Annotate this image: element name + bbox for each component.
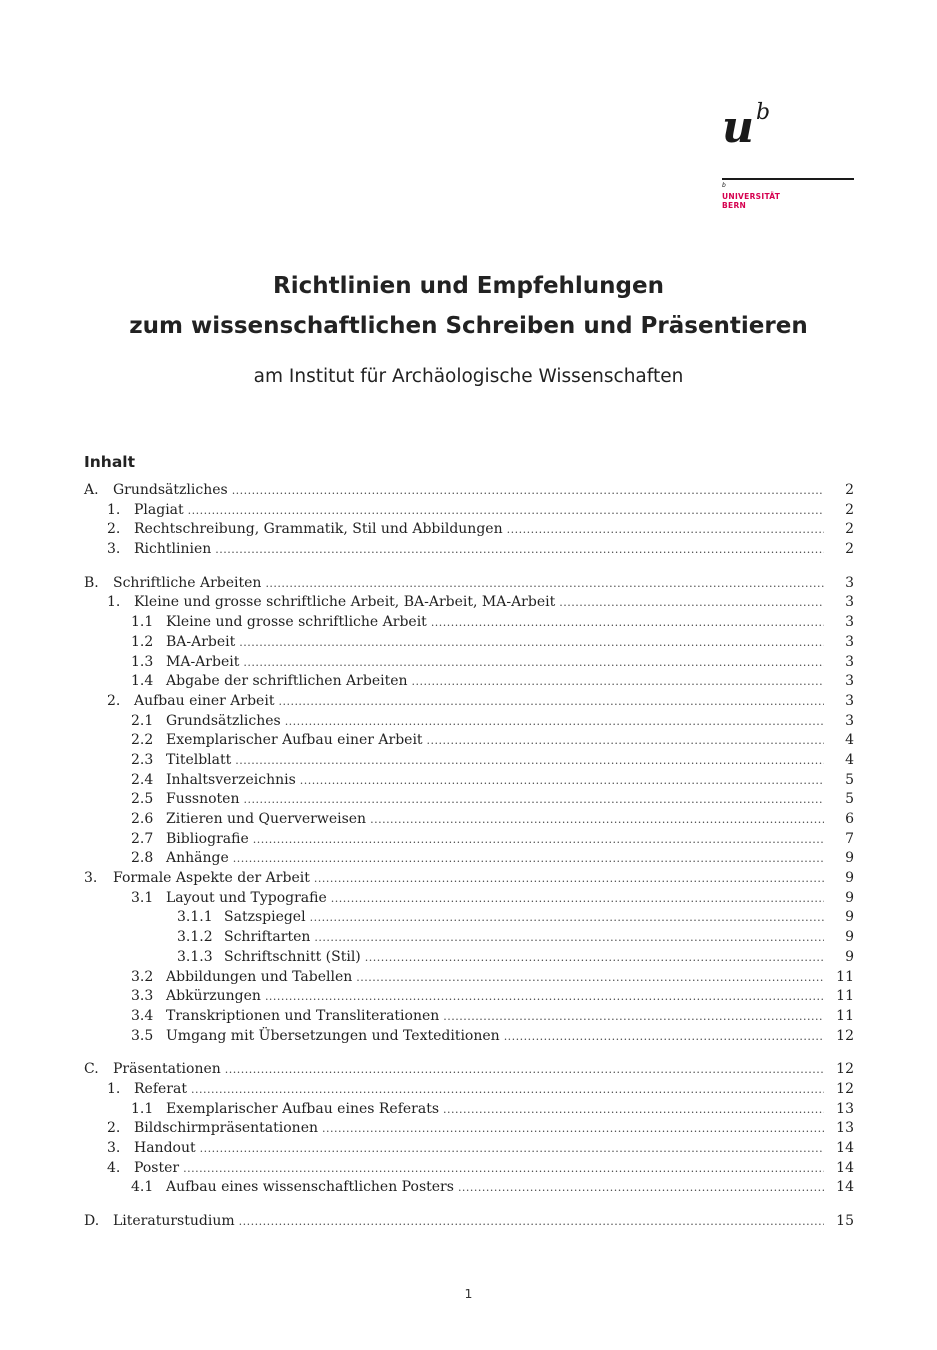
toc-entry[interactable] xyxy=(84,1159,854,1179)
toc-entry-page: 3 xyxy=(845,574,854,591)
toc-entry-number: 2. xyxy=(107,1120,121,1137)
toc-entry-label: Rechtschreibung, Grammatik, Stil und Abbildungen xyxy=(134,521,503,538)
toc-entry-page: 3 xyxy=(845,614,854,631)
toc-entry-label: Schriftarten xyxy=(224,929,311,946)
toc-entry-number: 3. xyxy=(107,1140,121,1156)
toc-entry-label: Richtlinien xyxy=(134,541,212,558)
toc-dot-leader xyxy=(235,751,824,771)
toc-entry[interactable] xyxy=(84,1119,854,1139)
toc-entry-number: 3.3 xyxy=(131,988,154,1005)
toc-entry[interactable] xyxy=(84,908,854,928)
toc-entry-page: 2 xyxy=(845,521,854,538)
logo-line-bern: BERN xyxy=(722,201,747,210)
toc-entry-page: 11 xyxy=(836,1007,854,1024)
toc-entry[interactable] xyxy=(84,928,854,948)
toc-dot-leader xyxy=(427,731,824,751)
document-subtitle: am Institut für Archäologische Wissenschaften xyxy=(253,366,684,387)
toc-entry[interactable] xyxy=(84,830,854,850)
toc-entry-label: Formale Aspekte der Arbeit xyxy=(113,870,310,887)
toc-entry-number: 4. xyxy=(107,1159,121,1176)
toc-dot-leader xyxy=(559,593,824,613)
toc-dot-leader xyxy=(443,1007,824,1027)
toc-entry-page: 2 xyxy=(845,501,854,518)
toc-entry-label: BA-Arbeit xyxy=(166,633,236,650)
toc-entry[interactable] xyxy=(84,731,854,751)
toc-entry-label: Exemplarischer Aufbau eines Referats xyxy=(166,1100,440,1117)
toc-entry-page: 11 xyxy=(836,968,854,985)
toc-entry[interactable] xyxy=(84,672,854,692)
toc-entry[interactable] xyxy=(84,540,854,560)
toc-entry-number: 3.1.1 xyxy=(177,909,213,926)
toc-entry-page: 5 xyxy=(845,771,854,788)
toc-entry-label: Schriftliche Arbeiten xyxy=(113,574,262,591)
toc-dot-leader xyxy=(265,574,824,594)
toc-entry-number: 2.8 xyxy=(131,850,154,867)
toc-entry-number: 2.2 xyxy=(131,732,154,749)
toc-entry-number: 1.1 xyxy=(131,1100,154,1117)
toc-entry-page: 9 xyxy=(845,870,854,887)
toc-entry-number: 3. xyxy=(84,870,98,887)
toc-entry[interactable] xyxy=(84,1007,854,1027)
toc-entry-page: 2 xyxy=(845,541,854,558)
toc-entry[interactable] xyxy=(84,790,854,810)
toc-dot-leader xyxy=(225,1060,824,1080)
toc-entry-number: A. xyxy=(84,482,99,498)
toc-entry-page: 15 xyxy=(836,1213,854,1230)
toc-entry-number: 2.4 xyxy=(131,771,154,788)
toc-dot-leader xyxy=(458,1178,824,1198)
toc-entry-number: 2.7 xyxy=(131,830,154,847)
toc-entry-label: Kleine und grosse schriftliche Arbeit, BA-Arbeit, MA-Arbeit xyxy=(134,594,556,611)
toc-entry-page: 12 xyxy=(836,1080,854,1097)
logo-small-b: b xyxy=(722,182,726,189)
toc-entry-label: Aufbau einer Arbeit xyxy=(134,692,275,709)
toc-entry[interactable] xyxy=(84,751,854,771)
toc-entry-page: 14 xyxy=(836,1179,854,1196)
document-title-line2: zum wissenschaftlichen Schreiben und Präsentieren xyxy=(129,313,808,339)
toc-entry-page: 3 xyxy=(845,712,854,729)
toc-entry-number: 1.4 xyxy=(131,673,154,690)
toc-entry-label: Fussnoten xyxy=(166,791,240,808)
toc-dot-leader xyxy=(331,889,824,909)
toc-entry-label: MA-Arbeit xyxy=(166,653,240,670)
toc-entry-number: 1.3 xyxy=(131,653,154,670)
toc-entry[interactable] xyxy=(84,520,854,540)
toc-entry-label: Exemplarischer Aufbau einer Arbeit xyxy=(166,732,423,749)
toc-entry-number: 1. xyxy=(107,1080,121,1097)
toc-entry-number: 2.6 xyxy=(131,811,154,827)
logo-mark xyxy=(722,100,854,158)
toc-dot-leader xyxy=(431,613,824,633)
toc-entry[interactable] xyxy=(84,613,854,633)
toc-entry[interactable] xyxy=(84,712,854,732)
toc-entry[interactable] xyxy=(84,1060,854,1080)
toc-entry-page: 9 xyxy=(845,889,854,906)
toc-entry-label: Literaturstudium xyxy=(113,1213,235,1230)
toc-entry[interactable] xyxy=(84,481,854,501)
toc-entry-page: 3 xyxy=(845,673,854,690)
toc-entry-number: 2.5 xyxy=(131,791,154,808)
toc-dot-leader xyxy=(265,987,824,1007)
toc-entry-label: Inhaltsverzeichnis xyxy=(166,771,296,788)
toc-entry-label: Bibliografie xyxy=(166,830,249,847)
toc-dot-leader xyxy=(314,928,824,948)
logo-line-universitaet: UNIVERSITÄT xyxy=(722,192,781,201)
toc-entry-page: 9 xyxy=(845,948,854,965)
toc-entry-label: Anhänge xyxy=(166,850,229,867)
toc-entry-number: 3.2 xyxy=(131,968,154,985)
toc-entry-number: D. xyxy=(84,1213,100,1230)
toc-entry-page: 6 xyxy=(845,811,854,827)
toc-entry-label: Zitieren und Querverweisen xyxy=(166,811,367,827)
university-logo xyxy=(722,100,854,210)
toc-entry-label: Abkürzungen xyxy=(166,988,261,1005)
toc-entry[interactable] xyxy=(84,948,854,968)
toc-entry-label: Plagiat xyxy=(134,501,184,518)
toc-dot-leader xyxy=(233,849,824,869)
toc-entry-label: Präsentationen xyxy=(113,1061,221,1078)
toc-heading: Inhalt xyxy=(84,453,136,471)
toc-entry-page: 7 xyxy=(845,830,854,847)
toc-entry-label: Schriftschnitt (Stil) xyxy=(224,948,361,965)
toc-entry-page: 14 xyxy=(836,1159,854,1176)
document-title-line1: Richtlinien und Empfehlungen xyxy=(272,273,664,299)
toc-entry-page: 4 xyxy=(845,751,854,768)
toc-entry-number: 3.1.3 xyxy=(177,948,213,965)
toc-entry-number: 1.1 xyxy=(131,614,154,631)
toc-entry-page: 2 xyxy=(845,482,854,498)
toc-entry-label: Satzspiegel xyxy=(224,909,306,926)
toc-entry-label: Layout und Typografie xyxy=(166,889,327,906)
toc-entry-number: 4.1 xyxy=(131,1179,154,1196)
toc-entry-number: 3.1 xyxy=(131,889,154,906)
toc-dot-leader xyxy=(300,771,824,791)
toc-entry-number: 3.5 xyxy=(131,1027,154,1044)
toc-dot-leader xyxy=(370,810,824,830)
toc-entry[interactable] xyxy=(84,968,854,988)
toc-entry-number: 2. xyxy=(107,692,121,709)
toc-dot-leader xyxy=(239,1212,824,1232)
toc-entry-label: Transkriptionen und Transliterationen xyxy=(166,1007,440,1024)
toc-entry[interactable] xyxy=(84,771,854,791)
toc-entry-label: Handout xyxy=(134,1140,196,1156)
toc-dot-leader xyxy=(188,501,824,521)
toc-entry-number: 2. xyxy=(107,521,121,538)
toc-entry-number: C. xyxy=(84,1061,99,1078)
page-number: 1 xyxy=(464,1286,473,1301)
toc-dot-leader xyxy=(504,1027,824,1047)
toc-entry[interactable] xyxy=(84,1139,854,1159)
toc-entry-page: 3 xyxy=(845,594,854,611)
toc-entry-page: 3 xyxy=(845,653,854,670)
toc-entry-number: 2.3 xyxy=(131,751,154,768)
toc-dot-leader xyxy=(200,1139,824,1159)
toc-entry-page: 9 xyxy=(845,909,854,926)
toc-entry[interactable] xyxy=(84,1178,854,1198)
toc-entry-label: Grundsätzliches xyxy=(113,482,228,498)
toc-entry[interactable] xyxy=(84,653,854,673)
toc-entry-page: 13 xyxy=(836,1120,854,1137)
toc-dot-leader xyxy=(507,520,824,540)
toc-dot-leader xyxy=(191,1080,824,1100)
toc-entry-label: Titelblatt xyxy=(166,751,232,768)
logo-letter-b: b xyxy=(756,100,771,125)
toc-dot-leader xyxy=(322,1119,824,1139)
toc-entry-page: 4 xyxy=(845,732,854,749)
toc-entry[interactable] xyxy=(84,633,854,653)
toc-entry-label: Aufbau eines wissenschaftlichen Posters xyxy=(166,1179,454,1196)
toc-entry[interactable] xyxy=(84,574,854,594)
toc-entry-number: 1.2 xyxy=(131,633,154,650)
toc-entry[interactable] xyxy=(84,1100,854,1120)
toc-entry[interactable] xyxy=(84,501,854,521)
toc-dot-leader xyxy=(314,869,824,889)
toc-entry-page: 3 xyxy=(845,633,854,650)
toc-dot-leader xyxy=(365,948,824,968)
toc-dot-leader xyxy=(232,481,824,501)
toc-entry-label: Poster xyxy=(134,1159,180,1176)
toc-entry-number: 1. xyxy=(107,594,121,611)
toc-entry-label: Grundsätzliches xyxy=(166,712,281,729)
toc-entry[interactable] xyxy=(84,987,854,1007)
toc-entry-page: 9 xyxy=(845,929,854,946)
toc-entry-label: Bildschirmpräsentationen xyxy=(134,1120,319,1137)
toc-dot-leader xyxy=(310,908,824,928)
toc-entry[interactable] xyxy=(84,593,854,613)
toc-entry-page: 9 xyxy=(845,850,854,867)
toc-entry[interactable] xyxy=(84,1080,854,1100)
toc-entry-page: 12 xyxy=(836,1027,854,1044)
toc-dot-leader xyxy=(243,790,824,810)
toc-entry[interactable] xyxy=(84,889,854,909)
logo-wordmark xyxy=(722,192,780,210)
logo-letter-u: u xyxy=(722,102,754,153)
toc-dot-leader xyxy=(285,712,824,732)
logo-rule xyxy=(722,178,854,180)
table-of-contents xyxy=(84,481,854,1232)
toc-entry[interactable] xyxy=(84,692,854,712)
toc-entry-page: 12 xyxy=(836,1061,854,1078)
toc-entry-number: 3. xyxy=(107,541,121,558)
toc-entry[interactable] xyxy=(84,849,854,869)
toc-dot-leader xyxy=(253,830,824,850)
toc-entry-number: 3.4 xyxy=(131,1007,154,1024)
toc-dot-leader xyxy=(239,633,824,653)
toc-entry-number: 3.1.2 xyxy=(177,929,213,946)
toc-entry-number: 1. xyxy=(107,501,121,518)
toc-entry[interactable] xyxy=(84,869,854,889)
toc-entry-page: 13 xyxy=(836,1100,854,1117)
toc-entry-page: 5 xyxy=(845,791,854,808)
toc-entry[interactable] xyxy=(84,1027,854,1047)
toc-entry-page: 3 xyxy=(845,692,854,709)
toc-entry-number: 2.1 xyxy=(131,712,154,729)
toc-entry-page: 14 xyxy=(836,1140,854,1156)
toc-entry-label: Abbildungen und Tabellen xyxy=(166,968,353,985)
toc-entry-label: Kleine und grosse schriftliche Arbeit xyxy=(166,614,427,631)
toc-entry-page: 11 xyxy=(836,988,854,1005)
toc-dot-leader xyxy=(356,968,824,988)
toc-dot-leader xyxy=(243,653,824,673)
toc-dot-leader xyxy=(215,540,824,560)
toc-entry-number: B. xyxy=(84,574,99,591)
toc-entry-label: Abgabe der schriftlichen Arbeiten xyxy=(166,673,408,690)
toc-dot-leader xyxy=(443,1100,824,1120)
toc-entry-label: Umgang mit Übersetzungen und Texteditionen xyxy=(166,1027,500,1044)
toc-entry[interactable] xyxy=(84,810,854,830)
toc-dot-leader xyxy=(278,692,824,712)
toc-entry-label: Referat xyxy=(134,1080,187,1097)
toc-dot-leader xyxy=(412,672,824,692)
toc-dot-leader xyxy=(183,1159,824,1179)
toc-entry[interactable] xyxy=(84,1212,854,1232)
